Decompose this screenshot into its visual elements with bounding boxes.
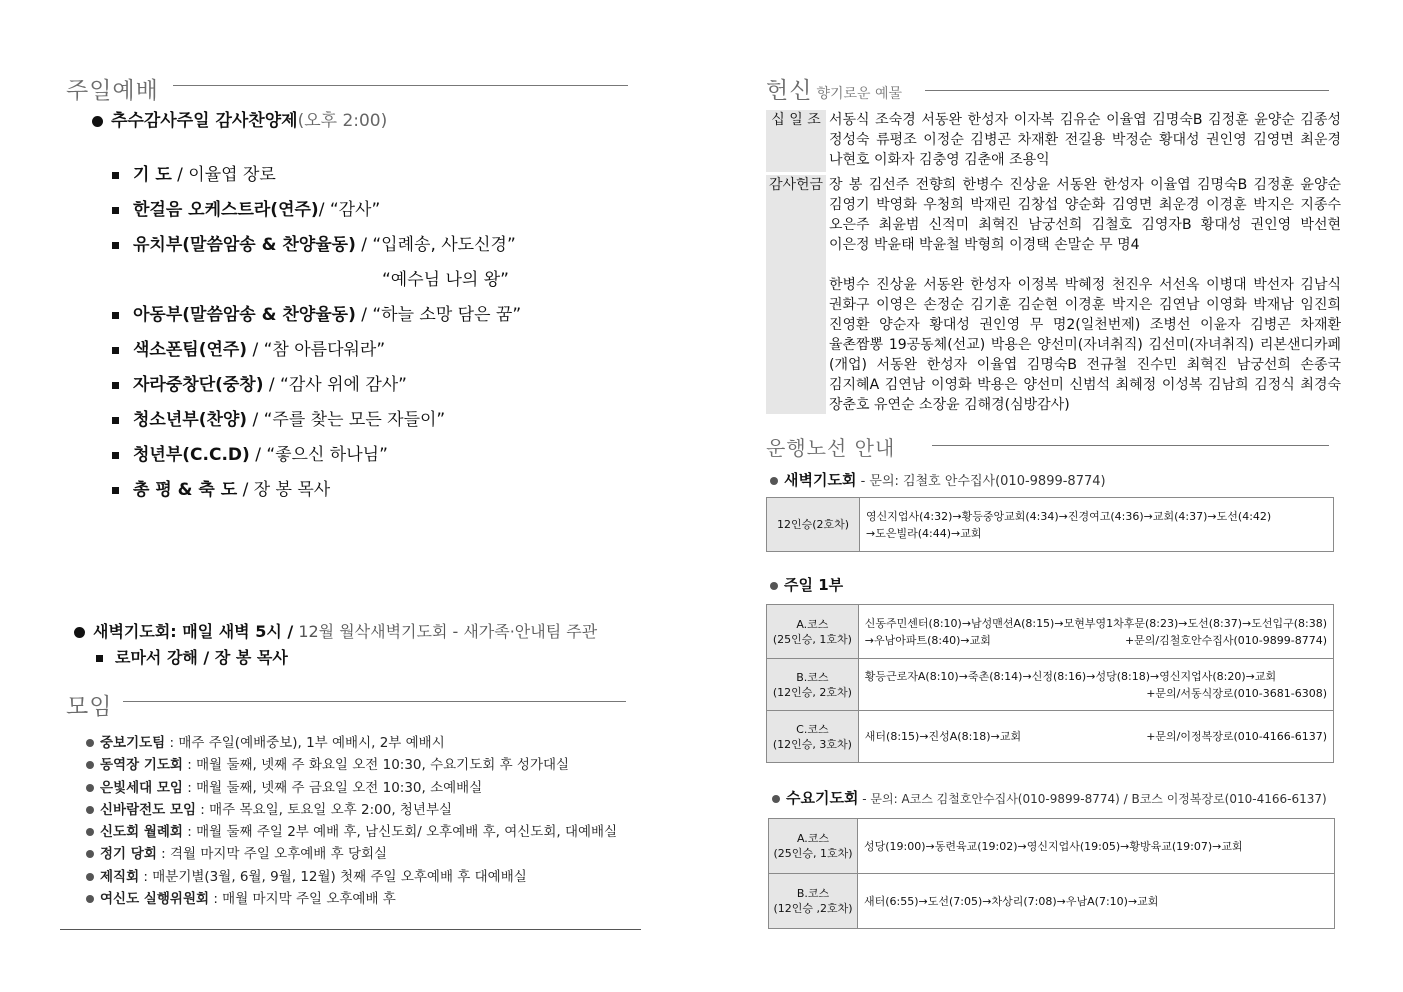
route-line — [865, 632, 1327, 649]
meeting-name: 중보기도팀 — [100, 735, 166, 751]
program-item — [112, 300, 521, 335]
program-detail: / 이율엽 장로 — [171, 165, 276, 185]
square-bullet-icon — [112, 312, 119, 319]
table-row — [767, 659, 1334, 711]
meeting-item — [86, 887, 617, 909]
meetings-section-title: 모임 — [66, 694, 113, 720]
offering-section-subtitle: 향기로운 예물 — [816, 86, 903, 102]
bullet-icon — [86, 873, 94, 881]
meeting-detail: : 격월 마지막 주일 오후예배 후 당회실 — [156, 846, 388, 863]
bullet-icon — [86, 739, 94, 747]
program-part: 한걸음 오케스트라(연주) — [133, 200, 319, 220]
dawn-prayer — [74, 619, 597, 642]
route-contact: +문의/이정복장로(010-4166-6137) — [1146, 730, 1327, 743]
dawn-bus-label: 새벽기도회 — [784, 471, 857, 489]
program-detail: / “참 아름다워라” — [247, 340, 386, 360]
meeting-name: 제직회 — [100, 868, 140, 885]
meeting-item — [86, 865, 617, 887]
table-row — [767, 605, 1334, 659]
meeting-item — [86, 731, 617, 753]
program-detail: / 장 봉 목사 — [237, 480, 331, 500]
meeting-detail: : 매월 둘째, 넷째 주 금요일 오전 10:30, 소예배실 — [182, 779, 483, 796]
route-line: 성당(19:00)→동련육교(19:02)→영신지업사(19:05)→황방육교(19:07)→교회 — [864, 839, 1243, 853]
square-bullet-icon — [112, 452, 119, 459]
bullet-icon — [772, 795, 780, 803]
meeting-name: 은빛세대 모임 — [100, 779, 183, 796]
divider — [173, 85, 628, 86]
event-heading — [92, 106, 387, 131]
thanks-names: 장 봉 김선주 전향희 한병수 진상윤 서동완 한성자 이율엽 김명숙B 김정훈 윤양순 김영기 박영화 우청희 박재린 김창섭 양순화 김영면 최운경 이경훈 박지은 지종수 오은주 최윤범 신적미 최혁진 남궁선희 김철호 김영자B 황대성 권인영 박선현 이은정 박윤태 박윤철 박형희 이경택 손말순 무 명4 — [829, 177, 1341, 253]
route-cell — [858, 874, 1335, 929]
program-part: 청년부(C.C.D) — [133, 445, 250, 465]
route-text: →우남아파트(8:40)→교회 — [864, 633, 991, 647]
course-name: B.코스 — [796, 670, 829, 684]
offering-section-title: 헌신 — [766, 78, 813, 104]
wednesday-bus-contact: - 문의: A코스 김철호안수집사(010-9899-8774) / B코스 이정복장로(010-4166-6137) — [858, 792, 1327, 806]
program-item — [112, 405, 521, 440]
vehicle-cell: 12인승(2호차) — [767, 498, 860, 552]
program-detail: / “감사” — [318, 200, 381, 220]
program-part: 기 도 — [133, 165, 172, 185]
program-item — [112, 475, 521, 510]
meeting-name: 신바람전도 모임 — [100, 801, 196, 818]
bullet-icon — [770, 582, 778, 590]
worship-section-title: 주일예배 — [66, 78, 159, 104]
route-cell — [858, 711, 1333, 763]
route-line: →도은빌라(4:44)→교회 — [866, 526, 982, 540]
vehicle-name: (12인승, 3호차) — [772, 737, 852, 751]
meeting-item — [86, 798, 617, 820]
meeting-detail: : 매월 둘째, 넷째 주 화요일 오전 10:30, 수요기도회 후 성가대실 — [182, 757, 570, 774]
bullet-icon — [86, 828, 94, 836]
dawn-bus-contact: - 문의: 김철호 안수집사(010-9899-8774) — [856, 474, 1106, 489]
vehicle-name: (12인승 ,2호차) — [773, 902, 853, 915]
bullet-icon — [86, 806, 94, 814]
meetings-list — [86, 731, 617, 909]
program-part: 총 평 & 축 도 — [133, 480, 238, 500]
table-row — [769, 874, 1335, 929]
route-line: 황등근로자A(8:10)→죽촌(8:14)→신정(8:16)→성당(8:18)→영신지업사(8:20)→교회 — [864, 669, 1277, 683]
course-cell — [769, 819, 858, 874]
thanks-label: 감사헌금 — [766, 175, 826, 414]
meeting-detail: : 매주 목요일, 토요일 오후 2:00, 청년부실 — [196, 801, 453, 818]
thanks-names-2: 한병수 진상윤 서동완 한성자 이정복 박혜정 천진우 서선옥 이병대 박선자 김남식 권화구 이영은 손정순 김기훈 김순현 이경훈 박지은 김연남 이영화 박재남 임진희 진영환 양순자 황대성 권인영 무 명2(일천번제) 조병선 이윤자 김병곤 차재환 율촌짬뽕 19공동체(선교) 박용은 양선미(자녀취직) 김선미(자녀취직) 리본샌디카페(개업) 서동완 한성자 이율엽 김명숙B 전규철 진수민 최혁진 남궁선희 손종국 김지혜A 김연남 이영화 박용은 양선미 신범석 최혜정 이성복 김남희 김정식 최경숙 장춘호 유연순 소장윤 김해경(심방감사) — [829, 277, 1341, 413]
route-line: 새터(6:55)→도선(7:05)→차상리(7:08)→우남A(7:10)→교회 — [864, 894, 1159, 908]
program-item — [112, 265, 521, 300]
divider — [123, 701, 626, 702]
meeting-item — [86, 776, 617, 798]
course-name: B.코스 — [796, 887, 830, 900]
program-part: 자라중창단(중창) — [133, 375, 264, 395]
bullet-icon — [86, 895, 94, 903]
wednesday-bus-table — [768, 818, 1335, 929]
bus-section-title: 운행노선 안내 — [766, 436, 896, 460]
program-part: 유치부(말씀암송 & 찬양율동) — [133, 235, 356, 255]
table-row — [769, 819, 1335, 874]
divider — [925, 90, 1329, 91]
course-cell — [767, 605, 859, 659]
program-part: 청소년부(찬양) — [133, 410, 248, 430]
event-title: 추수감사주일 감사찬양제 — [111, 111, 298, 131]
bullet-icon — [86, 850, 94, 858]
bullet-icon — [86, 784, 94, 792]
program-part: 아동부(말씀암송 & 찬양율동) — [133, 305, 356, 325]
tithe-row — [766, 110, 1341, 172]
program-item — [112, 160, 521, 195]
course-cell — [767, 659, 859, 711]
program-detail: / “감사 위에 감사” — [263, 375, 407, 395]
dawn-bus-table — [766, 497, 1334, 552]
table-row — [767, 498, 1334, 552]
meeting-item — [86, 820, 617, 842]
dawn-prayer-sub-text: 로마서 강해 / 장 봉 목사 — [115, 648, 288, 667]
dawn-prayer-label: 새벽기도회: 매일 새벽 5시 / — [93, 622, 294, 641]
bullet-icon — [92, 116, 103, 127]
course-cell — [769, 874, 858, 929]
thanks-row — [766, 175, 1341, 414]
course-name: A.코스 — [796, 617, 829, 631]
vehicle-name: (25인승, 1호차) — [773, 847, 853, 860]
meeting-detail: : 매주 주일(예배중보), 1부 예배시, 2부 예배시 — [165, 735, 445, 751]
route-contact: +문의/서동식장로(010-3681-6308) — [1146, 686, 1327, 700]
event-time: (오후 2:00) — [297, 111, 388, 131]
vehicle-name: (25인승, 1호차) — [772, 632, 852, 646]
table-row — [767, 711, 1334, 763]
square-bullet-icon — [112, 242, 119, 249]
program-item — [112, 335, 521, 370]
route-line: 신동주민센터(8:10)→남성맨션A(8:15)→모현부영1차후문(8:23)→도선(8:37)→도선입구(8:38) — [864, 616, 1327, 630]
tithe-names: 서동식 조숙경 서동완 한성자 이자복 김유순 이율엽 김명숙B 김정훈 윤양순 김종성 정성숙 류평조 이정순 김병곤 차재환 전길용 박정순 황대성 권인영 김영면 최운경 나현호 이화자 김충영 김춘애 조용익 — [829, 112, 1341, 168]
divider — [932, 445, 1329, 446]
course-name: C.코스 — [796, 722, 829, 736]
route-line: 영신지업사(4:32)→황등중앙교회(4:34)→진경여고(4:36)→교회(4:37)→도선(4:42) — [866, 509, 1272, 523]
square-bullet-icon — [112, 347, 119, 354]
route-cell — [860, 498, 1334, 552]
program-item — [112, 370, 521, 405]
route-cell — [858, 659, 1333, 711]
square-bullet-icon — [112, 487, 119, 494]
meeting-item — [86, 753, 617, 775]
route-contact: +문의/김철호안수집사(010-9899-8774) — [1124, 633, 1327, 647]
offering-section-header — [766, 72, 902, 105]
program-detail: “예수님 나의 왕” — [382, 270, 509, 290]
meeting-detail: : 매분기별(3월, 6월, 9월, 12월) 첫째 주일 오후예배 후 대예배실 — [139, 868, 527, 885]
program-detail: / “좋으신 하나님” — [249, 445, 388, 465]
vehicle-name: (12인승, 2호차) — [772, 685, 852, 699]
dawn-prayer-sub — [96, 645, 288, 668]
square-bullet-icon — [112, 172, 119, 179]
meeting-name: 동역장 기도회 — [100, 757, 183, 774]
dawn-prayer-note: 12월 월삭새벽기도회 - 새가족·안내팀 주관 — [298, 622, 598, 641]
meeting-name: 정기 당회 — [100, 846, 157, 863]
square-bullet-icon — [96, 655, 103, 662]
wednesday-bus-label: 수요기도회 — [786, 789, 859, 807]
square-bullet-icon — [112, 207, 119, 214]
bullet-icon — [86, 761, 94, 769]
tithe-label: 십 일 조 — [766, 110, 826, 172]
meeting-item — [86, 842, 617, 864]
course-cell — [767, 711, 859, 763]
program-item — [112, 230, 521, 265]
meeting-name: 여신도 실행위원회 — [100, 891, 210, 908]
square-bullet-icon — [112, 417, 119, 424]
square-bullet-icon — [112, 382, 119, 389]
sunday-bus-table — [766, 604, 1334, 763]
course-name: A.코스 — [796, 832, 830, 845]
meeting-name: 신도회 월례회 — [100, 824, 183, 841]
program-item — [112, 440, 521, 475]
sunday-bus-heading — [770, 574, 843, 595]
program-part: 색소폰팀(연주) — [133, 340, 248, 360]
dawn-bus-heading — [770, 469, 1106, 490]
route-cell — [858, 605, 1333, 659]
program-detail: / “주를 찾는 모든 자들이” — [247, 410, 446, 430]
program-item — [112, 195, 521, 230]
route-line — [865, 728, 1327, 745]
meeting-detail: : 매월 마지막 주일 오후예배 후 — [209, 891, 396, 908]
wednesday-bus-heading — [772, 787, 1327, 808]
bullet-icon — [770, 477, 778, 485]
route-text: 새터(8:15)→진성A(8:18)→교회 — [864, 730, 1022, 743]
program-list — [112, 160, 521, 510]
program-detail: / “입례송, 사도신경” — [355, 235, 516, 255]
meeting-detail: : 매월 둘째 주일 2부 예배 후, 남신도회/ 오후예배 후, 여신도회, 대예배실 — [182, 824, 618, 841]
bullet-icon — [74, 627, 85, 638]
sunday-bus-label: 주일 1부 — [784, 576, 844, 594]
program-detail: / “하늘 소망 담은 꿈” — [355, 305, 522, 325]
footer-divider — [60, 929, 641, 930]
route-cell — [858, 819, 1335, 874]
